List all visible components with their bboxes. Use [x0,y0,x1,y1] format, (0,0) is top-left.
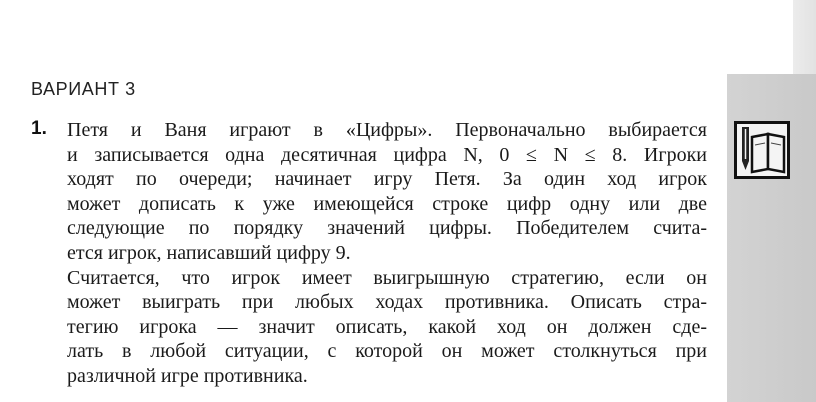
variant-heading: ВАРИАНТ 3 [31,79,136,99]
text-line: Петя и Ваня играют в «Цифры». Первоначально выбирается [67,119,707,141]
text-line: ется игрок, написавший цифру 9. [67,241,351,264]
page-edge-shade [793,0,816,74]
task-text [67,118,707,389]
text-line: тегию игрока — значит описать, какой ход он должен сде- [67,315,707,338]
book-pencil-icon [734,121,790,179]
text-line: различной игре противника. [67,364,308,387]
text-line: ходят по очереди; начинает игру Петя. За один ход игрок [67,168,707,191]
text-line: Считается, что игрок имеет выигрышную стратегию, если он [67,266,707,289]
text-line: лать в любой ситуации, с которой он может столкнуться при [67,340,707,363]
text-line: может дописать к уже имеющейся строке цифр одну или две [67,192,707,215]
text-line: может выиграть при любых ходах противника. Описать стра- [67,291,707,314]
text-line: следующие по порядку значений цифры. Победителем счита- [67,217,707,240]
text-line: и записывается одна десятичная цифра N, 0 ≤ N ≤ 8. Игроки [67,143,707,166]
task-number: 1. [31,118,47,139]
